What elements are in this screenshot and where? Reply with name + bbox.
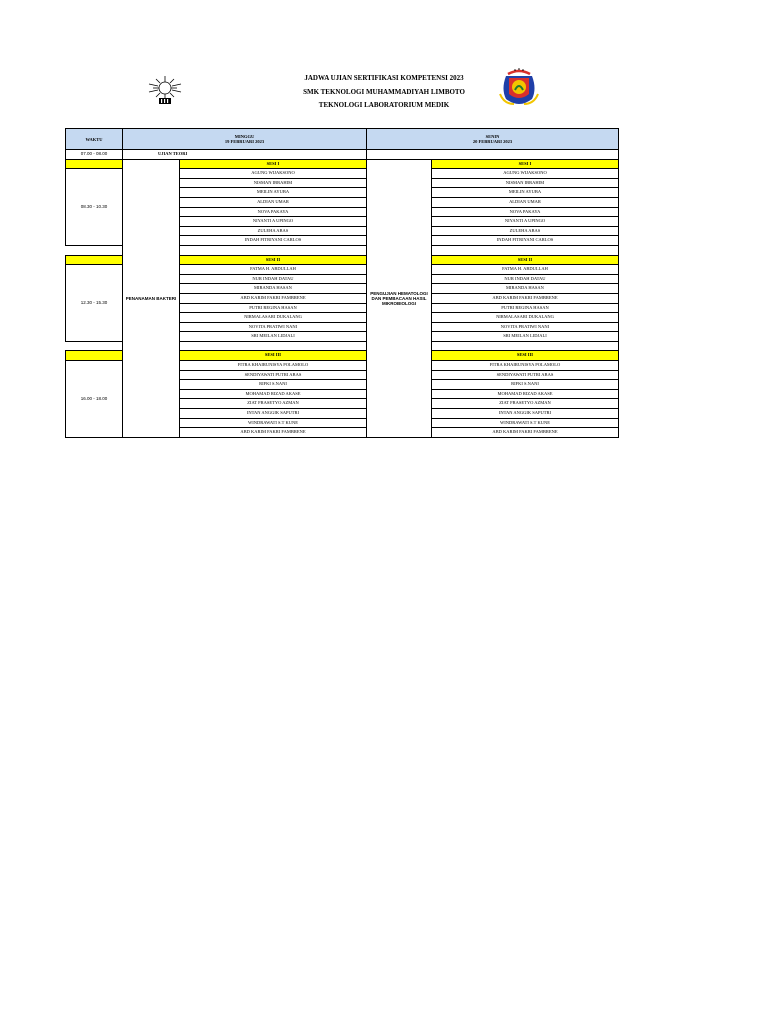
participant-day2: RIFKI S.NANI [432, 380, 619, 390]
header-day2 [367, 129, 619, 150]
participant-day2: MEILIN AYUBA [432, 188, 619, 198]
participant-day1: INTAN ANGGIK SAPUTRI [180, 409, 367, 419]
participant-day1: ZIAT FRASETYO AZMAN [180, 399, 367, 409]
participant-day2: MOHAMAD RIZAD AKASE [432, 389, 619, 399]
participant-day2: NUR INDAH DATAU [432, 274, 619, 284]
session-time-marker [66, 351, 123, 361]
participant-day1: WINDRAWATI S.T KUNE [180, 418, 367, 428]
participant-day2: NIYANTI A UPINGO [432, 217, 619, 227]
participant-day2: INDAH FITRIYANI CARLOS [432, 236, 619, 246]
spacer-cell [432, 341, 619, 351]
header-title: JADWA UJIAN SERTIFIKASI KOMPETENSI 2023 [304, 74, 464, 82]
session-time: 12.30 - 15.30 [66, 265, 123, 342]
participant-day1: ALDIAN UMAR [180, 197, 367, 207]
participant-day1: SRI MEILAN LIDJALI [180, 332, 367, 342]
participant-day1: SENDIYAWATI PUTRI ABAS [180, 370, 367, 380]
participant-day1: ZULEHA ABAS [180, 226, 367, 236]
spacer-cell [66, 245, 123, 255]
participant-day1: INDAH FITRIYANI CARLOS [180, 236, 367, 246]
day1-date: 19 FEBRUARI 2023 [224, 139, 265, 144]
participant-day2: ZIAT FRASETYO AZMAN [432, 399, 619, 409]
participant-day2: NIRMALASARI DUKALANG [432, 313, 619, 323]
participant-day1: MOHAMAD RIZAD AKASE [180, 389, 367, 399]
theory-exam-row [66, 150, 619, 160]
participant-day2: FITRA KHAIRUNISYA POLAMOLO [432, 361, 619, 371]
participant-day1: NOVITA PRATIWI NANI [180, 322, 367, 332]
day1-name: MINGGU [234, 134, 255, 139]
theory-label: UJIAN TEORI [123, 150, 367, 160]
participant-day1: NISMAN IBRAHIM [180, 178, 367, 188]
participant-day2: MIRANDA HASAN [432, 284, 619, 294]
participant-day2: WINDRAWATI S.T KUNE [432, 418, 619, 428]
spacer-cell [180, 245, 367, 255]
participant-day1: NOVA PAKAYA [180, 207, 367, 217]
session-label-day2: SESI I [432, 159, 619, 169]
day2-date: 20 FEBRUARI 2023 [472, 139, 513, 144]
participant-day1: ABD KARIM FAKRI FAMBRENE [180, 293, 367, 303]
participant-day1: FITRA KHAIRUNISYA POLAMOLO [180, 361, 367, 371]
day2-name: SENIN [485, 134, 500, 139]
muhammadiyah-logo [144, 74, 186, 106]
schedule-table [65, 128, 619, 438]
participant-day2: ABD KARIM FAKRI FAMBRENE [432, 428, 619, 438]
session-label-day1: SESI III [180, 351, 367, 361]
participant-day2: ALDIAN UMAR [432, 197, 619, 207]
session-label-day1: SESI II [180, 255, 367, 265]
participant-day1: MIRANDA HASAN [180, 284, 367, 294]
activity-day2: PENGUJIAN HEMATOLOGI DAN PEMBACAAN HASIL MIKROBIOLOGI [367, 159, 432, 437]
theory-time: 07.00 - 08.00 [66, 150, 123, 160]
participant-day2: AGUNG WIJAKSONO [432, 169, 619, 179]
session-label-day1: SESI I [180, 159, 367, 169]
participant-day1: ABD KARIM FAKRI FAMBRENE [180, 428, 367, 438]
participant-day2: PUTRI REGINA HASAN [432, 303, 619, 313]
participant-day2: FATMA H. ABDULLAH [432, 265, 619, 275]
participant-day2: NOVA PAKAYA [432, 207, 619, 217]
participant-day1: AGUNG WIJAKSONO [180, 169, 367, 179]
session-time-marker [66, 255, 123, 265]
participant-day1: NIYANTI A UPINGO [180, 217, 367, 227]
session-header-row [66, 159, 619, 169]
header-program: TEKNOLOGI LABORATORIUM MEDIK [318, 101, 450, 109]
activity-day1: PENANAMAN BAKTERI [123, 159, 180, 437]
session-time: 08.30 - 10.30 [66, 169, 123, 246]
spacer-cell [432, 245, 619, 255]
table-header-row [66, 129, 619, 150]
participant-day1: NIRMALASARI DUKALANG [180, 313, 367, 323]
participant-day2: NOVITA PRATIWI NANI [432, 322, 619, 332]
session-label-day2: SESI III [432, 351, 619, 361]
participant-day2: NISMAN IBRAHIM [432, 178, 619, 188]
header-school: SMK TEKNOLOGI MUHAMMADIYAH LIMBOTO [303, 87, 465, 96]
participant-day1: NUR INDAH DATAU [180, 274, 367, 284]
participant-day2: INTAN ANGGIK SAPUTRI [432, 409, 619, 419]
participant-day2: ZULEHA ABAS [432, 226, 619, 236]
theory-day2-empty [367, 150, 619, 160]
header-waktu: WAKTU [66, 129, 123, 150]
participant-day2: ABD KARIM FAKRI FAMBRENE [432, 293, 619, 303]
participant-day1: FATMA H. ABDULLAH [180, 265, 367, 275]
session-time-marker [66, 159, 123, 169]
session-label-day2: SESI II [432, 255, 619, 265]
session-time: 16.00 - 18.00 [66, 361, 123, 438]
document-header [200, 72, 568, 113]
participant-day2: SRI MEILAN LIDJALI [432, 332, 619, 342]
header-day1 [123, 129, 367, 150]
participant-day1: PUTRI REGINA HASAN [180, 303, 367, 313]
spacer-cell [66, 341, 123, 351]
participant-day1: MEILIN AYUBA [180, 188, 367, 198]
participant-day1: RIFKI S.NANI [180, 380, 367, 390]
participant-day2: SENDIYAWATI PUTRI ABAS [432, 370, 619, 380]
spacer-cell [180, 341, 367, 351]
